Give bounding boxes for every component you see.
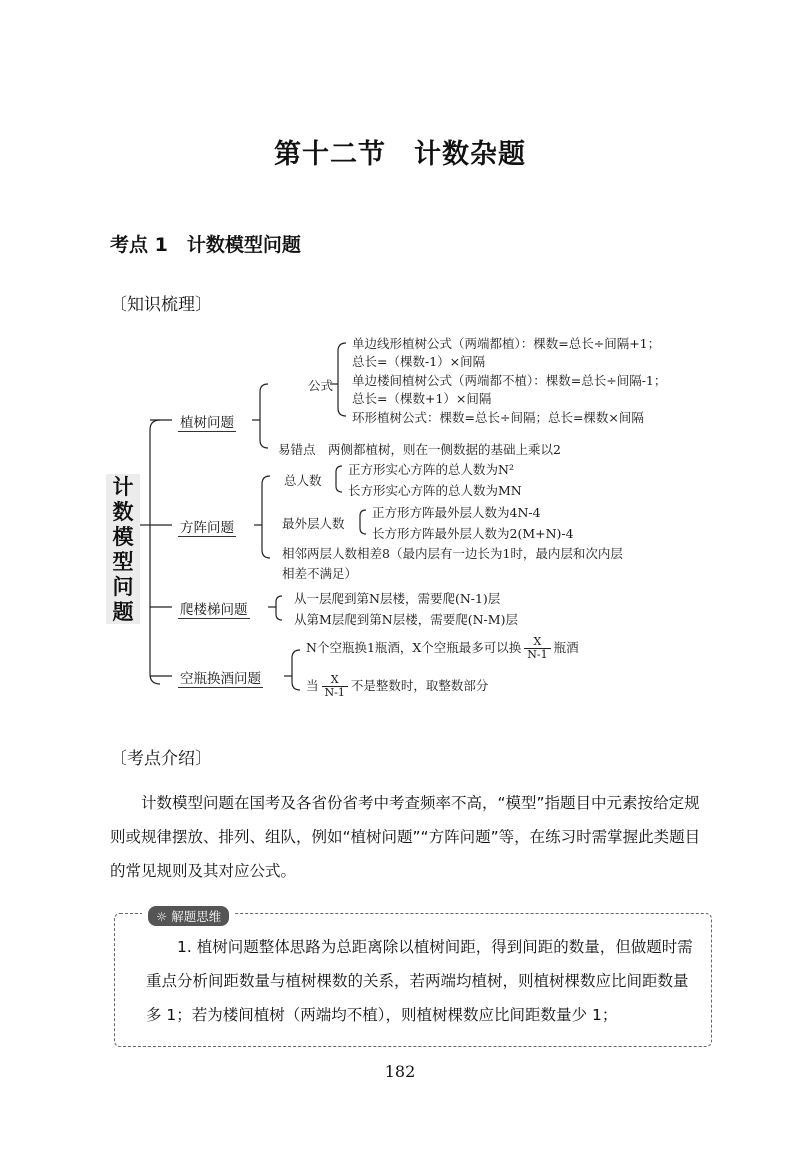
category-stairs: 爬楼梯问题 <box>178 598 250 619</box>
bottles-text: 瓶酒 <box>553 640 579 655</box>
fraction-denominator: N-1 <box>324 686 345 699</box>
formula-line: 总长=（棵数-1）×间隔 <box>352 354 486 369</box>
page-title: 第十二节 计数杂题 <box>274 139 526 170</box>
intro-header: 〔考点介绍〕 <box>110 749 212 769</box>
adjacent-line: 相差不满足） <box>282 566 358 581</box>
tip-text: 1. 植树问题整体思路为总距离除以植树间距，得到间距的数量，但做题时需重点分析间距数量与植树棵数的关系，若两端均植树，则植树棵数应比间距数量多 1；若为楼间植树（两端均不植），则植树棵数应比间距数量少 1； <box>146 938 693 1024</box>
outer-line: 正方形方阵最外层人数为4N-4 <box>372 505 541 520</box>
outer-line: 长方形方阵最外层人数为2(M+N)-4 <box>372 526 574 541</box>
total-label: 总人数 <box>284 473 322 488</box>
array-bracket <box>262 476 270 558</box>
bottles-line-2 <box>306 674 488 699</box>
total-line: 正方形实心方阵的总人数为N² <box>348 462 514 477</box>
root-char: 问 <box>112 574 134 599</box>
page-number: 182 <box>384 1062 416 1081</box>
bottles-text: N个空瓶换1瓶酒，X个空瓶最多可以换 <box>306 640 522 655</box>
formula-line: 总长=（棵数+1）×间隔 <box>352 391 492 406</box>
lightbulb-icon: ☼ <box>156 909 172 924</box>
fraction-denominator: N-1 <box>527 648 548 661</box>
category-bottles: 空瓶换酒问题 <box>178 667 263 688</box>
bottles-line-1 <box>306 636 579 661</box>
bottles-bracket <box>292 650 300 690</box>
tip-badge-label: ☼ 解题思维 <box>148 906 229 926</box>
root-char: 题 <box>112 599 134 624</box>
total-line: 长方形实心方阵的总人数为MN <box>348 483 522 498</box>
category-tree-planting: 植树问题 <box>178 411 236 432</box>
stairs-line: 从一层爬到第N层楼，需要爬(N-1)层 <box>294 591 501 606</box>
fraction-numerator: X <box>524 636 550 649</box>
tree-bracket <box>260 384 268 448</box>
tip-badge <box>142 906 235 926</box>
intro-paragraph: 计数模型问题在国考及各省份省考中考查频率不高，“模型”指题目中元素按给定规则或规律摆放、排列、组队，例如“植树问题”“方阵问题”等，在练习时需掌握此类题目的常见规则及其对应公式。 <box>110 794 701 880</box>
root-char: 模 <box>112 524 134 549</box>
formula-line: 环形植树公式：棵数=总长÷间隔；总长=棵数×间隔 <box>352 410 644 425</box>
root-char: 数 <box>112 499 134 524</box>
formula-label: 公式 <box>308 378 334 393</box>
formula-line: 单边线形植树公式（两端都植）：棵数=总长÷间隔+1； <box>352 336 661 351</box>
formula-line: 单边楼间植树公式（两端都不植）：棵数=总长÷间隔-1； <box>352 373 667 388</box>
adjacent-line: 相邻两层人数相差8（最内层有一边长为1时，最内层和次内层 <box>282 546 623 561</box>
bottles-text: 不是整数时，取整数部分 <box>350 678 489 693</box>
root-char: 计 <box>112 474 134 499</box>
fraction-numerator: X <box>322 674 348 687</box>
outer-label: 最外层人数 <box>282 516 345 531</box>
formula-bracket <box>338 343 346 416</box>
stairs-bracket <box>276 596 282 620</box>
section-heading: 考点 1 计数模型问题 <box>110 234 301 256</box>
fraction <box>322 674 348 699</box>
category-square-array: 方阵问题 <box>178 516 236 537</box>
outer-bracket <box>360 510 366 534</box>
bottles-text: 当 <box>306 678 319 693</box>
mindmap-root <box>106 474 140 624</box>
main-bracket <box>150 420 160 684</box>
fraction <box>524 636 550 661</box>
knowledge-header: 〔知识梳理〕 <box>110 295 212 315</box>
pitfall-note: 易错点 两侧都植树，则在一侧数据的基础上乘以2 <box>278 442 561 457</box>
stairs-line: 从第M层爬到第N层楼，需要爬(N-M)层 <box>294 612 518 627</box>
root-char: 型 <box>112 549 134 574</box>
total-bracket <box>336 466 342 492</box>
